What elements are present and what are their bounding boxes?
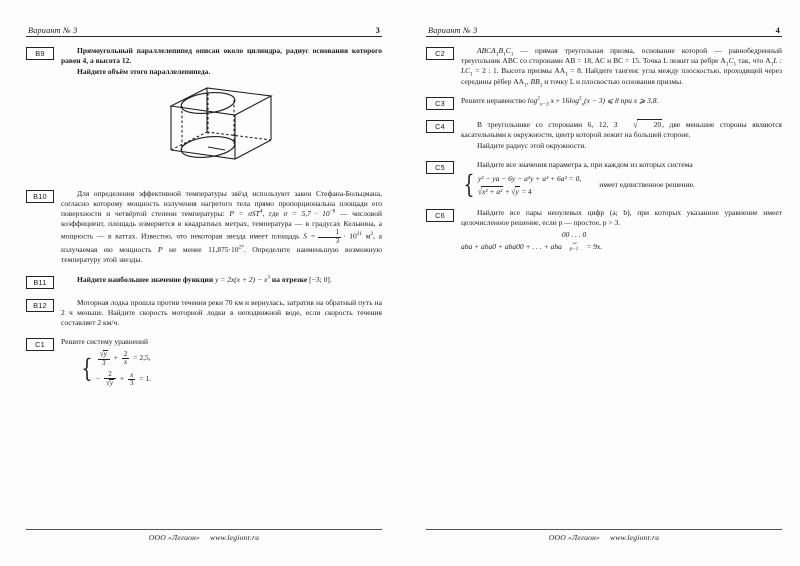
c3-log1-sub: x−3 bbox=[539, 101, 549, 108]
c1-eq1-f2num: 2 bbox=[123, 349, 128, 358]
b10-part5: не менее bbox=[162, 245, 209, 255]
c5-prompt: Найдите все значения параметра a, при каждом из которых система bbox=[477, 160, 693, 170]
c3-log2-sub: x bbox=[581, 101, 585, 108]
b9-line3: Найдите объём этого параллелепипеда. bbox=[77, 67, 211, 77]
task-b10 bbox=[26, 189, 382, 266]
b10-area-num: 1 bbox=[335, 228, 340, 237]
b10-area-den: 3 bbox=[318, 237, 342, 245]
task-body-c2 bbox=[461, 46, 782, 87]
task-b11 bbox=[26, 275, 382, 289]
b10-power-value: 11,875·10 bbox=[208, 245, 239, 255]
b10-part3: — числовой коэффициент, площадь измеряется в квадратных метрах, температура — в градусах Кельвина, а мощность — в ваттах. Известно, что некоторая звезда имеет площадь bbox=[61, 209, 382, 241]
c1-equation-1 bbox=[96, 350, 151, 367]
b10-part2: , где bbox=[262, 209, 284, 219]
header-rule-left bbox=[26, 36, 382, 37]
c6-underbrace-icon: ⌣ bbox=[572, 238, 577, 247]
c5-eq2-radicand-1: x² + a² bbox=[482, 186, 503, 196]
c5-brace: { bbox=[463, 170, 475, 200]
c6-equation-line bbox=[461, 230, 782, 252]
task-body-c5 bbox=[461, 160, 782, 199]
b11-part1: Найдите наибольшее значение функции bbox=[77, 274, 216, 284]
publisher-left: ООО «Легион» bbox=[148, 533, 201, 542]
c2-t6: так, что A bbox=[736, 56, 771, 66]
task-b12 bbox=[26, 298, 382, 329]
c1-eq1-fraction-1 bbox=[98, 350, 110, 367]
c1-eq2-f1num: 2 bbox=[108, 370, 112, 379]
c2-s8: 1 bbox=[565, 71, 568, 78]
c1-eq1-f2den: x bbox=[122, 358, 130, 366]
c4-t2: , две меньшие стороны являются касательными к окружности, центр которой лежит на большей стороне. bbox=[461, 119, 782, 140]
c5-equation-2: √x² + a² + √y = 4 bbox=[477, 185, 532, 197]
c2-s1: 1 bbox=[495, 51, 499, 58]
c4-text: В треугольнике со сторонами 6, 12, 3 √ 20, две меньшие стороны являются касательными к окружности, центр которой лежит на большей стороне. bbox=[461, 118, 782, 140]
c1-eq1-num: √y bbox=[99, 349, 107, 360]
c5-eq2-radicand-2: y bbox=[515, 186, 519, 196]
b10-formula-P-exp: 4 bbox=[259, 208, 263, 215]
c5-eq2-rhs: = 4 bbox=[521, 186, 532, 196]
task-body-c4 bbox=[461, 119, 782, 152]
c3-log1: log bbox=[527, 95, 538, 105]
footer-text-right bbox=[426, 533, 782, 542]
c1-eq1-plus: + bbox=[113, 353, 118, 363]
task-c1 bbox=[26, 337, 382, 390]
task-c3 bbox=[426, 96, 782, 110]
c5-system bbox=[461, 170, 782, 200]
b11-interval: [−3; 0]. bbox=[309, 274, 332, 284]
c2-s3: 1 bbox=[510, 51, 514, 58]
b10-part4: , а излучаемая ею мощность bbox=[61, 231, 382, 255]
c2-s2: 1 bbox=[503, 51, 506, 58]
task-body-c6 bbox=[461, 208, 782, 253]
c2-t1: ABCA bbox=[477, 46, 496, 55]
c2-t7: L : LC bbox=[461, 56, 782, 76]
b10-area-pow-base: · 10 bbox=[343, 231, 357, 241]
c6-eq-under: 00 . . . 0 bbox=[561, 230, 587, 240]
b10-part6: . Определите наименьшую возможную температуру этой звезды. bbox=[61, 245, 383, 265]
c6-underbrace-group bbox=[562, 230, 586, 251]
c1-prompt: Решите систему уравнений bbox=[61, 337, 149, 347]
c1-eq2-fraction-1 bbox=[104, 371, 116, 388]
task-tag-c1: C1 bbox=[26, 338, 54, 351]
task-tag-b10: B10 bbox=[26, 190, 54, 203]
task-body-c1 bbox=[61, 337, 382, 390]
c5-note: имеет единственное решение. bbox=[599, 180, 695, 190]
task-tag-c2: C2 bbox=[426, 47, 454, 60]
task-c6 bbox=[426, 208, 782, 253]
c2-t10: , BB bbox=[526, 76, 540, 86]
header-rule-right bbox=[426, 36, 782, 37]
task-tag-c6: C6 bbox=[426, 209, 454, 222]
task-tag-b11: B11 bbox=[26, 276, 54, 289]
task-body-b12 bbox=[61, 298, 382, 329]
footer-text-left bbox=[26, 533, 382, 542]
c2-t3: C bbox=[505, 46, 511, 55]
page-right bbox=[400, 0, 800, 566]
c2-s9: 1 bbox=[524, 82, 527, 89]
task-b9 bbox=[26, 46, 382, 180]
running-head-right bbox=[426, 26, 782, 36]
c2-t8: = 2 : 1. Высота призмы AA bbox=[472, 66, 566, 76]
c6-underbrace-label: p−1 bbox=[569, 245, 579, 252]
c1-eq2-f2num: x bbox=[130, 370, 134, 379]
b9-line3-wrap bbox=[61, 67, 382, 77]
task-body-b9 bbox=[61, 46, 382, 180]
c6-eq-start: aba + aba0 + aba00 + . . . + aba bbox=[461, 242, 562, 252]
b11-part2: на отрезке bbox=[270, 274, 308, 284]
c1-eq1-fraction-2 bbox=[122, 351, 130, 367]
footer-rule-right bbox=[426, 529, 782, 530]
c5-equations bbox=[478, 174, 581, 197]
c6-text: Найдите все пары ненулевых цифр (a; b), при которых указанное уравнение имеет целочисленное решение, если p — простое, p > 3. bbox=[461, 208, 782, 228]
c4-t1: В треугольнике со сторонами 6, 12, 3 bbox=[477, 119, 618, 129]
parallelepiped-cylinder-figure bbox=[163, 84, 281, 176]
b10-area-units-exp: 2 bbox=[370, 231, 374, 238]
publisher-site-left: www.legionr.ru bbox=[210, 533, 260, 542]
c1-equation-2 bbox=[96, 371, 151, 388]
b9-line1: Прямоугольный параллелепипед описан около цилиндра, радиус bbox=[77, 46, 309, 55]
c3-log2: log bbox=[569, 95, 579, 105]
c2-s10: 1 bbox=[539, 82, 543, 89]
b10-power-P: P bbox=[157, 245, 163, 255]
b10-sigma-exp: −8 bbox=[329, 208, 336, 215]
task-c4 bbox=[426, 119, 782, 152]
task-c2 bbox=[426, 46, 782, 87]
c4-radicand: 20 bbox=[637, 119, 663, 130]
c1-eq2-plus: + bbox=[119, 374, 125, 384]
b10-text bbox=[61, 189, 382, 266]
c4-t3-wrap bbox=[461, 141, 782, 151]
b10-area-S: S = bbox=[303, 231, 316, 241]
c1-eq1-den: 3 bbox=[98, 359, 110, 367]
b10-part1: Для определения эффективной температуры звёзд используют закон Стефана-Больцмана, согласно которому мощность излучения нагретого тела прямо пропорциональна площади его поверхности и четвёртой степени температуры: bbox=[61, 188, 382, 219]
b10-area-fraction bbox=[318, 229, 342, 245]
c2-t9: = 8. Найдите тангенс угла между плоскостью, проходящей через середины рёбер AA bbox=[461, 66, 782, 86]
task-body-c3 bbox=[461, 96, 782, 106]
task-body-b11 bbox=[61, 275, 382, 285]
running-head-left bbox=[26, 26, 382, 36]
c2-t11: и точку L и плоскостью основания призмы. bbox=[542, 76, 684, 86]
c2-s4: 1 bbox=[725, 61, 729, 68]
c1-eq2-rhs: = 1. bbox=[139, 374, 152, 384]
c4-t3: Найдите радиус этой окружности. bbox=[477, 141, 587, 151]
variant-label-left: Вариант № 3 bbox=[28, 26, 78, 35]
b10-area-pow-exp: 21 bbox=[356, 231, 363, 238]
task-tag-c3: C3 bbox=[426, 97, 454, 110]
c3-log2-arg: (x − 3) bbox=[584, 95, 605, 105]
c1-eq2-radicand: y bbox=[109, 379, 113, 388]
b11-text bbox=[61, 275, 382, 285]
b11-function-exp: 3 bbox=[267, 274, 271, 281]
b10-formula-P: P = σST bbox=[229, 209, 260, 219]
variant-label-right: Вариант № 3 bbox=[428, 26, 478, 35]
c6-eq-end: = 9x. bbox=[586, 242, 603, 252]
c1-eq2-minus: − bbox=[95, 374, 101, 384]
task-tag-b9: B9 bbox=[26, 47, 54, 60]
c1-eq2-f2den: 3 bbox=[129, 378, 134, 387]
task-tag-c5: C5 bbox=[426, 161, 454, 174]
c1-equations bbox=[96, 350, 151, 387]
c3-text bbox=[461, 96, 782, 106]
c3-log2-exp: 2 bbox=[578, 95, 582, 102]
b9-figure-wrap bbox=[61, 84, 382, 176]
footer-rule-left bbox=[26, 529, 382, 530]
c2-t4: — прямая треугольная призма, основание которой — равнобедренный треугольник ABC со сторонами AB = 18, AC и BC = 15. Точка L лежит на ребре A bbox=[461, 46, 782, 66]
b11-function: y = 2x(x + 2) − x bbox=[215, 274, 268, 284]
page-number-right: 4 bbox=[775, 26, 780, 35]
task-body-b10 bbox=[61, 189, 382, 266]
c3-plus: + 16 bbox=[555, 95, 570, 105]
c1-eq1-radicand: y bbox=[103, 350, 107, 359]
publisher-site-right: www.legionr.ru bbox=[610, 533, 660, 542]
c2-s7: 1 bbox=[470, 71, 473, 78]
publisher-right: ООО «Легион» bbox=[548, 533, 601, 542]
b10-power-value-exp: 27 bbox=[238, 244, 244, 251]
b10-sigma-eq: σ = 5,7 · 10 bbox=[283, 209, 330, 219]
c3-log1-arg: x bbox=[550, 95, 554, 105]
b12-text: Моторная лодка прошла против течения реки 70 км и вернулась, затратив на обратный путь на 2 ч меньше. Найдите скорость моторной лодки в неподвижной воде, если скорость течения составляет 2 км/ч. bbox=[61, 297, 382, 327]
b9-text bbox=[61, 46, 382, 66]
b9-line2: основания которого равен 4, а высота 12. bbox=[61, 46, 383, 66]
c2-text bbox=[461, 46, 782, 87]
c3-prompt: Решите неравенство bbox=[461, 95, 526, 105]
footer-left bbox=[26, 529, 382, 542]
c5-equation-1: y² − ya − 6y − a²y + a³ + 6a² = 0, bbox=[477, 173, 582, 183]
b10-area-units: м bbox=[365, 231, 371, 241]
c1-system bbox=[79, 350, 382, 387]
c1-eq1-rhs: = 2,5, bbox=[133, 353, 151, 363]
c1-eq2-fraction-2 bbox=[128, 372, 136, 388]
task-tag-b12: B12 bbox=[26, 299, 54, 312]
task-c5 bbox=[426, 160, 782, 199]
c2-s5: 1 bbox=[733, 61, 737, 68]
c3-log1-exp: 2 bbox=[537, 95, 540, 102]
page-number-left: 3 bbox=[375, 26, 380, 35]
c1-brace: { bbox=[81, 354, 93, 384]
c1-eq2-f1den: √y bbox=[104, 378, 116, 387]
footer-right bbox=[426, 529, 782, 542]
task-tag-c4: C4 bbox=[426, 120, 454, 133]
c3-rhs: ⩽ 8 при x ⩾ 3,8. bbox=[606, 95, 659, 105]
c2-t5: C bbox=[728, 56, 734, 66]
c2-t2: B bbox=[498, 46, 504, 55]
c2-s6: 1 bbox=[770, 61, 774, 68]
